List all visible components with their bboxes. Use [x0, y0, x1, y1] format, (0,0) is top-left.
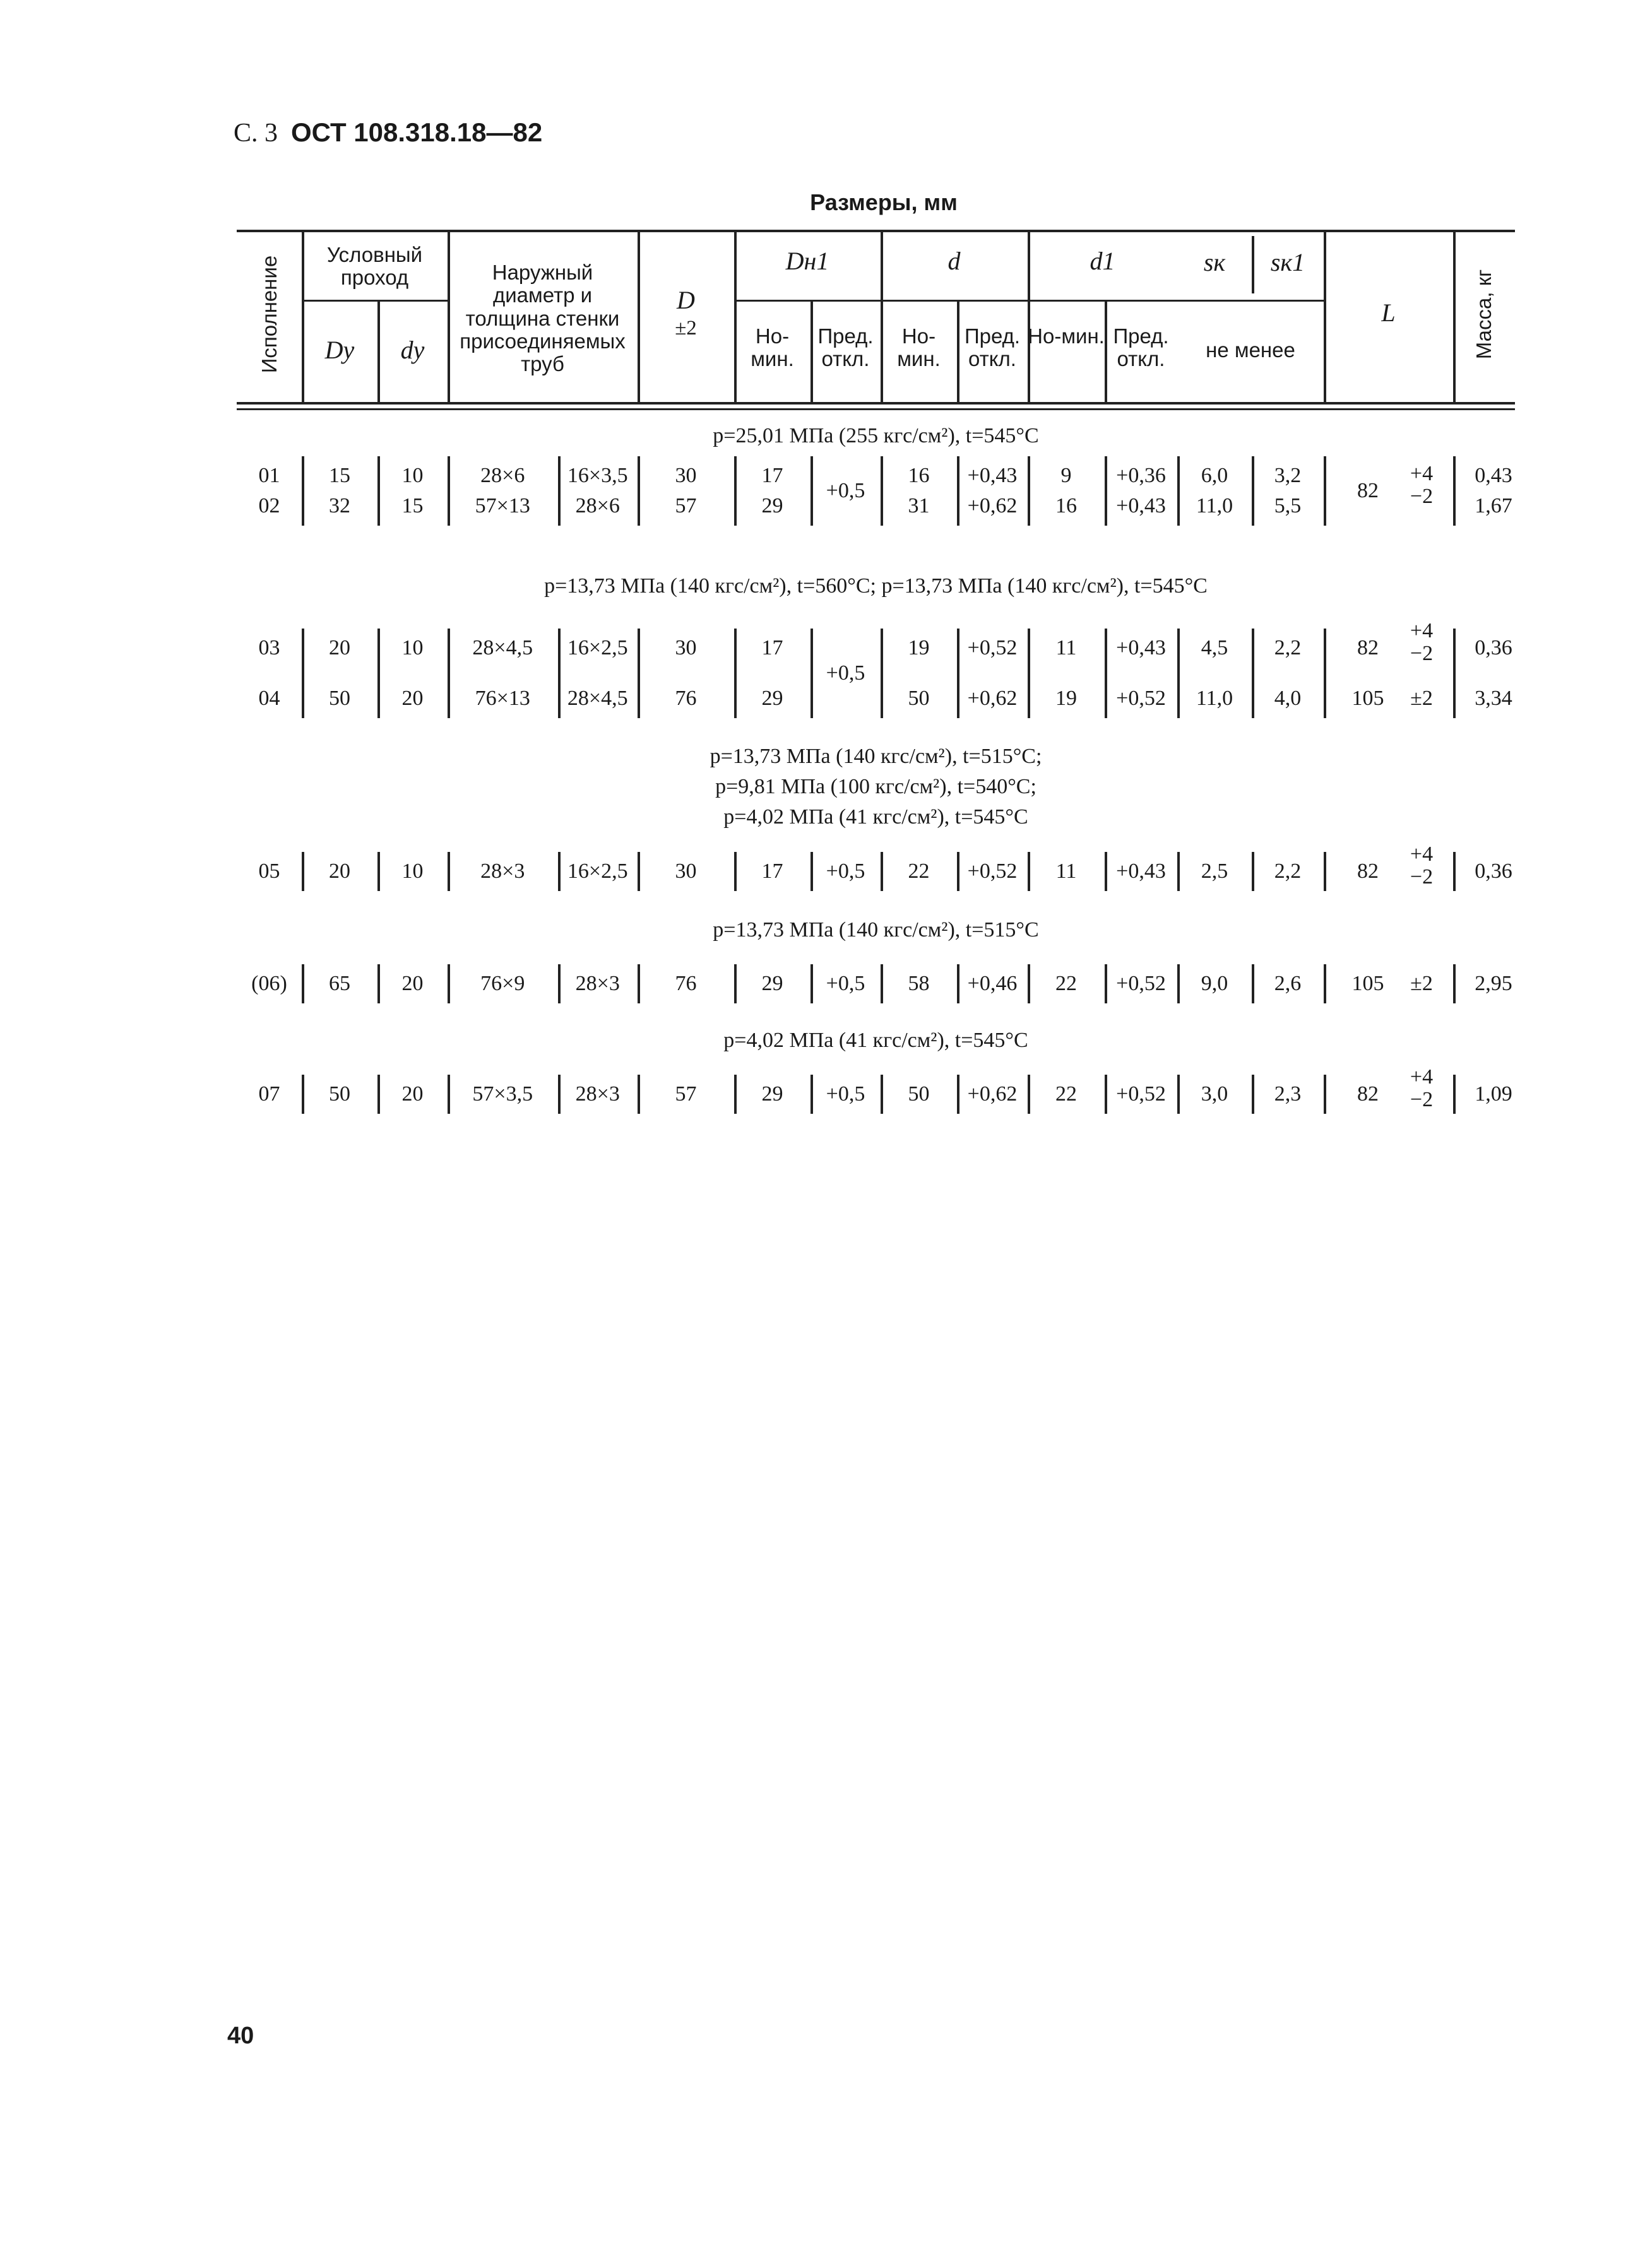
row-L: 82 [1357, 859, 1379, 883]
header-dy: dy [400, 336, 425, 364]
row-pipe-outer: 57×3,5 [472, 1082, 533, 1106]
row-ispolnenie: 02 [258, 494, 280, 517]
row-L-tolerance [1399, 1066, 1444, 1111]
row-Dy: 20 [329, 636, 350, 659]
row-Dn1: 29 [761, 494, 783, 517]
row-sk: 4,5 [1201, 636, 1228, 659]
row-dy: 15 [401, 494, 424, 517]
row-d-tolerance: +0,62 [967, 1082, 1018, 1106]
row-L: 105 [1351, 687, 1384, 710]
row-mass: 3,34 [1475, 687, 1512, 710]
row-L-tolerance: ±2 [1410, 687, 1433, 710]
row-d: 22 [908, 859, 930, 883]
table-caption: Размеры, мм [810, 189, 958, 215]
row-Dn1-tolerance: +0,5 [826, 1082, 865, 1106]
row-d: 31 [908, 494, 930, 517]
rule-vertical [1453, 230, 1456, 402]
row-dy: 10 [401, 636, 424, 659]
rule-vertical [1324, 629, 1326, 718]
row-sk: 6,0 [1201, 464, 1228, 487]
condition-line: p=13,73 МПа (140 кгс/см²), t=515°C [713, 918, 1039, 942]
row-sk1: 2,2 [1274, 636, 1302, 659]
header-L: L [1381, 298, 1396, 327]
row-sk1: 2,3 [1274, 1082, 1302, 1106]
row-pipe-inner: 16×2,5 [567, 859, 628, 883]
row-d1-tolerance: +0,43 [1116, 859, 1166, 883]
header-massa: Масса, кг [1472, 269, 1495, 359]
row-pipe-outer: 28×3 [480, 859, 525, 883]
row-L-tolerance: ±2 [1410, 972, 1433, 995]
tolerance-lower: −2 [1410, 484, 1434, 508]
row-d1: 16 [1055, 494, 1077, 517]
header-D: D [677, 286, 695, 314]
header-D-tolerance: ±2 [675, 317, 697, 340]
row-sk1: 3,2 [1274, 464, 1302, 487]
header-naruzhny-diametr: Наружный диаметр и толщина стенки присоединяемых труб [460, 261, 626, 376]
running-head-prefix: С. 3 [234, 119, 278, 148]
row-pipe-outer: 76×13 [475, 687, 530, 710]
row-D: 76 [675, 972, 697, 995]
header-d: d [947, 247, 961, 275]
tolerance-lower: −2 [1410, 865, 1434, 889]
row-D: 57 [675, 1082, 697, 1106]
row-pipe-inner: 28×4,5 [567, 687, 628, 710]
rule-horizontal [237, 402, 1515, 405]
row-d1: 22 [1055, 1082, 1077, 1106]
row-sk1: 2,2 [1274, 859, 1302, 883]
row-mass: 0,36 [1475, 859, 1512, 883]
row-L-tolerance [1399, 463, 1444, 507]
row-Dy: 15 [329, 464, 350, 487]
row-dy: 20 [401, 687, 424, 710]
header-deviation-0: Пред. откл. [817, 324, 874, 371]
row-d: 50 [908, 687, 930, 710]
row-ispolnenie: 07 [258, 1082, 280, 1106]
row-d-tolerance: +0,43 [967, 464, 1018, 487]
row-dy: 20 [401, 1082, 424, 1106]
row-d: 16 [908, 464, 930, 487]
row-Dn1-tolerance: +0,5 [826, 479, 865, 502]
tolerance-upper: +4 [1410, 619, 1434, 642]
condition-line: p=4,02 МПа (41 кгс/см²), t=545°C [723, 805, 1028, 829]
condition-line: p=9,81 МПа (100 кгс/см²), t=540°C; [715, 775, 1036, 798]
row-d-tolerance: +0,62 [967, 494, 1018, 517]
row-Dn1-tolerance: +0,5 [826, 859, 865, 883]
row-sk: 9,0 [1201, 972, 1228, 995]
header-deviation-2: Пред. откл. [1113, 324, 1169, 371]
row-d: 58 [908, 972, 930, 995]
row-d: 50 [908, 1082, 930, 1106]
row-L: 82 [1357, 1082, 1379, 1106]
row-Dn1: 17 [761, 464, 783, 487]
row-Dn1: 29 [761, 972, 783, 995]
row-ispolnenie: 04 [258, 687, 280, 710]
rule-vertical [1324, 964, 1326, 1003]
row-Dn1: 17 [761, 859, 783, 883]
tolerance-lower: −2 [1410, 641, 1434, 665]
row-d1: 9 [1060, 464, 1072, 487]
row-Dy: 20 [329, 859, 350, 883]
header-ne-menee: не менее [1206, 338, 1295, 362]
row-d1-tolerance: +0,52 [1116, 1082, 1166, 1106]
header-Dn1: Dн1 [785, 247, 829, 275]
row-Dy: 50 [329, 687, 350, 710]
row-sk: 11,0 [1196, 687, 1233, 710]
row-pipe-outer: 28×4,5 [472, 636, 533, 659]
row-dy: 10 [401, 859, 424, 883]
rule-horizontal [237, 408, 1515, 410]
row-Dn1-tolerance: +0,5 [826, 661, 865, 685]
row-d-tolerance: +0,52 [967, 859, 1018, 883]
row-pipe-outer: 76×9 [480, 972, 525, 995]
row-dy: 10 [401, 464, 424, 487]
condition-line: p=13,73 МПа (140 кгс/см²), t=560°C; p=13,73 МПа (140 кгс/см²), t=545°C [544, 574, 1208, 598]
tolerance-upper: +4 [1410, 462, 1434, 485]
running-head-code: ОСТ 108.318.18—82 [291, 117, 543, 147]
row-Dn1: 17 [761, 636, 783, 659]
row-dy: 20 [401, 972, 424, 995]
row-D: 30 [675, 464, 697, 487]
row-Dy: 50 [329, 1082, 350, 1106]
rule-vertical [638, 230, 640, 402]
row-Dn1: 29 [761, 1082, 783, 1106]
row-mass: 0,36 [1475, 636, 1512, 659]
header-deviation-1: Пред. откл. [964, 324, 1021, 371]
rule-horizontal [302, 300, 448, 302]
row-ispolnenie: 05 [258, 859, 280, 883]
row-L-tolerance [1399, 843, 1444, 888]
row-pipe-inner: 16×2,5 [567, 636, 628, 659]
row-d-tolerance: +0,52 [967, 636, 1018, 659]
row-Dn1: 29 [761, 687, 783, 710]
row-sk: 3,0 [1201, 1082, 1228, 1106]
row-d1: 11 [1055, 636, 1077, 659]
tolerance-lower: −2 [1410, 1087, 1434, 1111]
row-d-tolerance: +0,46 [967, 972, 1018, 995]
header-nominal-1: Но-мин. [897, 324, 941, 371]
row-sk1: 4,0 [1274, 687, 1302, 710]
row-D: 30 [675, 636, 697, 659]
row-mass: 0,43 [1475, 464, 1512, 487]
row-pipe-outer: 57×13 [475, 494, 530, 517]
row-D: 30 [675, 859, 697, 883]
row-D: 57 [675, 494, 697, 517]
row-ispolnenie: 03 [258, 636, 280, 659]
rule-vertical [1324, 852, 1326, 891]
row-pipe-outer: 28×6 [480, 464, 525, 487]
row-d1-tolerance: +0,43 [1116, 494, 1166, 517]
header-nominal-0: Но-мин. [751, 324, 794, 371]
row-d1: 19 [1055, 687, 1077, 710]
row-d1-tolerance: +0,52 [1116, 687, 1166, 710]
tolerance-upper: +4 [1410, 1065, 1434, 1089]
condition-line: p=25,01 МПа (255 кгс/см²), t=545°C [713, 424, 1039, 447]
tolerance-upper: +4 [1410, 842, 1434, 866]
row-sk: 11,0 [1196, 494, 1233, 517]
row-ispolnenie: 01 [258, 464, 280, 487]
row-pipe-inner: 16×3,5 [567, 464, 628, 487]
row-d1-tolerance: +0,36 [1116, 464, 1166, 487]
condition-line: p=13,73 МПа (140 кгс/см²), t=515°C; [710, 745, 1042, 768]
row-sk: 2,5 [1201, 859, 1228, 883]
row-L-tolerance [1399, 620, 1444, 664]
running-head [234, 117, 542, 148]
row-d1: 22 [1055, 972, 1077, 995]
row-mass: 2,95 [1475, 972, 1512, 995]
header-sk1: sк1 [1270, 248, 1305, 276]
row-mass: 1,67 [1475, 494, 1512, 517]
header-ispolnenie: Исполнение [257, 255, 281, 373]
row-D: 76 [675, 687, 697, 710]
header-d1: d1 [1090, 247, 1115, 275]
row-L: 82 [1357, 636, 1379, 659]
row-d1-tolerance: +0,43 [1116, 636, 1166, 659]
row-Dy: 32 [329, 494, 350, 517]
row-pipe-inner: 28×6 [575, 494, 620, 517]
row-d1: 11 [1055, 859, 1077, 883]
row-d-tolerance: +0,62 [967, 687, 1018, 710]
header-uslovny-prohod: Условный проход [326, 243, 423, 290]
row-pipe-inner: 28×3 [575, 972, 620, 995]
row-Dn1-tolerance: +0,5 [826, 972, 865, 995]
row-L: 82 [1357, 479, 1379, 502]
header-nominal-2: Но-мин. [1028, 324, 1105, 348]
header-sk: sк [1203, 248, 1226, 276]
rule-vertical [1324, 1075, 1326, 1114]
rule-vertical [448, 230, 450, 402]
rule-vertical [1324, 456, 1326, 526]
page-number: 40 [227, 2023, 254, 2049]
row-L: 105 [1351, 972, 1384, 995]
row-sk1: 5,5 [1274, 494, 1302, 517]
condition-line: p=4,02 МПа (41 кгс/см²), t=545°C [723, 1029, 1028, 1052]
row-mass: 1,09 [1475, 1082, 1512, 1106]
row-d1-tolerance: +0,52 [1116, 972, 1166, 995]
row-sk1: 2,6 [1274, 972, 1302, 995]
header-Dy: Dy [324, 336, 355, 364]
row-pipe-inner: 28×3 [575, 1082, 620, 1106]
row-d: 19 [908, 636, 930, 659]
row-Dy: 65 [329, 972, 350, 995]
row-ispolnenie: (06) [251, 972, 287, 995]
